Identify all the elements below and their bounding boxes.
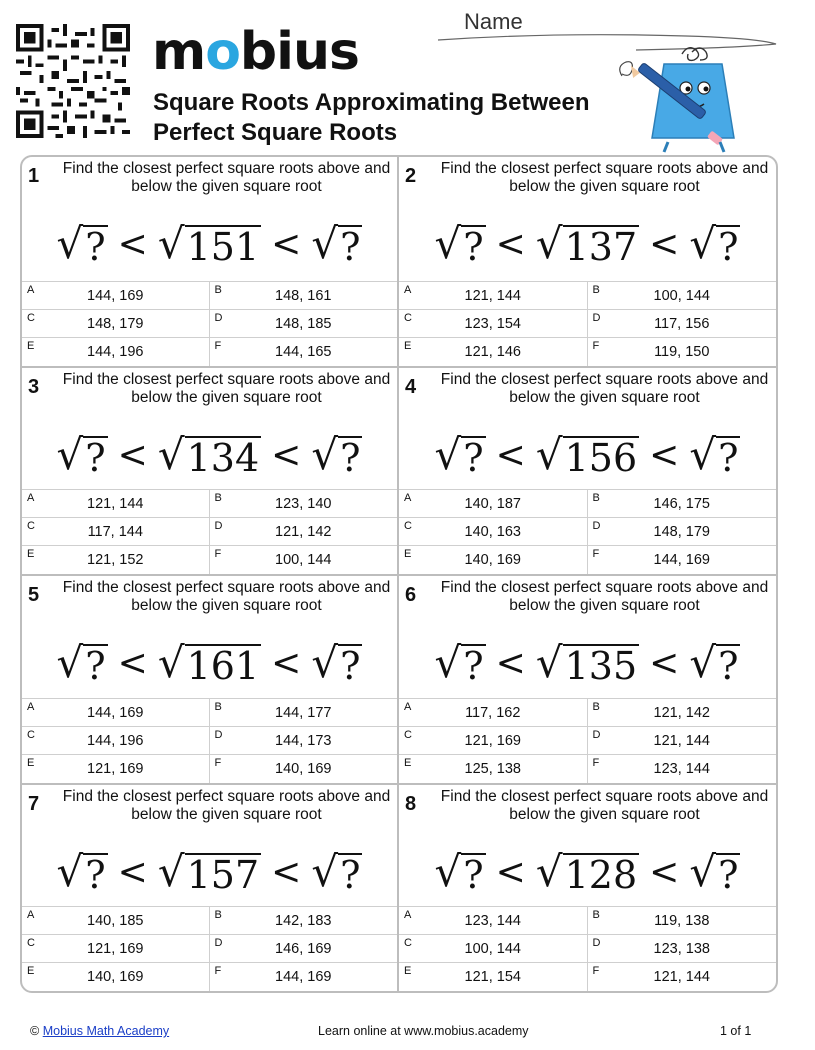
problem-number: 2 [405,165,417,187]
answer-choices [22,281,397,366]
radical-sign: √ [434,219,462,268]
problem-6 [399,574,776,783]
right-root [689,638,740,686]
answer-choices [22,489,397,574]
radical-sign: √ [56,846,84,896]
answer-letter: E [27,756,35,769]
given-root [536,219,639,267]
right-root [311,430,362,478]
answer-value: 148, 185 [275,315,332,332]
answer-value: 148, 161 [275,287,332,304]
less-than-sign: < [117,643,148,684]
answer-letter: F [214,965,222,977]
answer-value: 144, 177 [275,704,332,721]
answer-value: 123, 140 [275,496,332,512]
answer-choice-e[interactable] [22,546,210,574]
answer-value: 144, 169 [87,704,144,721]
answer-letter: D [214,937,223,949]
answer-choice-b[interactable] [210,699,398,727]
answer-value: 100, 144 [653,287,710,304]
problem-number: 1 [28,165,40,187]
answer-letter: C [27,728,35,741]
answer-choice-e[interactable] [399,546,588,574]
answer-choice-e[interactable] [399,963,588,991]
answer-choice-d[interactable] [588,935,777,963]
right-root [311,219,362,267]
answer-letter: B [214,909,222,921]
unknown-radicand: ? [463,435,484,480]
answer-value: 142, 183 [275,913,332,929]
answer-choice-e[interactable] [22,338,210,366]
answer-letter: D [592,728,601,741]
answer-choice-a[interactable] [399,282,588,310]
radical-sign: √ [157,638,185,687]
answer-choice-b[interactable] [588,282,777,310]
answer-value: 140, 169 [275,760,332,777]
answer-value: 100, 144 [275,552,332,568]
answer-letter: C [27,520,35,532]
answer-choice-a[interactable] [399,490,588,518]
answer-choice-c[interactable] [399,935,588,963]
right-root [311,638,362,686]
answer-letter: A [27,283,35,296]
unknown-radicand: ? [463,225,484,269]
answer-value: 121, 154 [464,969,521,985]
answer-letter: E [404,965,412,977]
problem-2 [399,157,776,366]
radical-sign: √ [535,219,563,268]
answer-value: 140, 169 [87,969,144,985]
problem-number: 6 [405,584,417,606]
answer-choice-d[interactable] [588,518,777,546]
unknown-radicand: ? [718,644,739,688]
problem-5 [22,574,399,783]
answer-choices [399,906,776,991]
answer-choice-c[interactable] [22,935,210,963]
answer-letter: D [214,728,223,741]
answer-value: 144, 165 [275,343,332,360]
left-root [435,638,486,686]
given-root [536,847,639,895]
answer-letter: D [592,937,601,949]
copyright-symbol: © [30,1024,40,1038]
problem-8 [399,783,776,992]
answer-choice-a[interactable] [22,699,210,727]
left-root [57,847,108,895]
answer-value: 125, 138 [464,760,521,777]
answer-letter: B [592,492,600,504]
radical-sign: √ [157,846,185,896]
answer-choice-b[interactable] [588,490,777,518]
answer-letter: F [214,756,222,769]
answer-choice-c[interactable] [22,518,210,546]
answer-letter: F [592,756,600,769]
answer-choice-d[interactable] [210,518,398,546]
answer-choices [399,489,776,574]
answer-value: 144, 196 [87,732,144,749]
answer-value: 148, 179 [87,315,144,332]
problem-prompt: Find the closest perfect square roots above and below the given square root [440,160,769,195]
given-radicand: 134 [186,435,260,480]
answer-value: 121, 144 [653,969,710,985]
answer-value: 140, 187 [464,496,521,512]
given-radicand: 151 [186,225,260,269]
answer-choice-f[interactable] [588,338,777,366]
answer-letter: F [592,339,600,352]
mobius-academy-link[interactable]: Mobius Math Academy [42,1024,170,1038]
footer-page-number: 1 of 1 [720,1024,752,1038]
answer-letter: D [214,311,223,324]
qr-code[interactable] [16,24,130,138]
radical-sign: √ [56,638,84,687]
answer-choice-a[interactable] [399,907,588,935]
radical-sign: √ [56,219,84,268]
radical-sign: √ [689,638,717,687]
radical-sign: √ [157,429,185,479]
answer-choices [22,906,397,991]
answer-choice-f[interactable] [588,963,777,991]
given-root [536,430,639,478]
unknown-radicand: ? [340,435,361,480]
inequality-expression [22,213,397,267]
answer-letter: E [27,965,35,977]
answer-choice-e[interactable] [22,963,210,991]
inequality-expression [22,841,397,895]
problem-prompt: Find the closest perfect square roots above and below the given square root [62,787,391,823]
problem-4 [399,366,776,575]
less-than-sign: < [271,643,302,684]
answer-letter: B [592,909,600,921]
answer-letter: B [214,700,222,713]
less-than-sign: < [495,643,526,684]
mascot-illustration [612,46,742,154]
answer-value: 123, 144 [653,760,710,777]
answer-choice-c[interactable] [22,727,210,755]
less-than-sign: < [117,434,148,476]
given-root [536,638,639,686]
radical-sign: √ [535,846,563,896]
radical-sign: √ [434,846,462,896]
inequality-expression [399,424,776,478]
problem-number: 8 [405,792,417,815]
problem-number: 5 [28,584,40,606]
inequality-expression [22,424,397,478]
answer-choice-d[interactable] [588,727,777,755]
problem-number: 4 [405,375,417,398]
unknown-radicand: ? [85,225,106,269]
left-root [57,638,108,686]
given-root [158,430,261,478]
answer-value: 144, 169 [87,287,144,304]
answer-value: 121, 144 [653,732,710,749]
radical-sign: √ [311,219,339,268]
less-than-sign: < [271,851,302,893]
answer-letter: A [27,492,35,504]
less-than-sign: < [649,851,680,893]
answer-choices [22,698,397,783]
unknown-radicand: ? [463,644,484,688]
answer-letter: A [404,700,412,713]
answer-letter: C [404,728,412,741]
left-root [435,847,486,895]
answer-choice-f[interactable] [210,338,398,366]
inequality-expression [399,841,776,895]
unknown-radicand: ? [718,852,739,897]
right-root [689,847,740,895]
problem-number: 3 [28,375,40,398]
unknown-radicand: ? [463,852,484,897]
answer-value: 117, 162 [465,704,521,721]
answer-letter: F [592,965,600,977]
answer-choices [399,698,776,783]
answer-value: 121, 169 [87,941,144,957]
problem-7 [22,783,399,992]
answer-choice-e[interactable] [22,755,210,783]
answer-choice-a[interactable] [22,907,210,935]
answer-value: 123, 154 [464,315,521,332]
answer-letter: E [404,756,412,769]
answer-choice-b[interactable] [210,907,398,935]
radical-sign: √ [689,429,717,479]
title-line-1: Square Roots Approximating Between [153,89,590,116]
radical-sign: √ [157,219,185,268]
problem-number: 7 [28,792,40,815]
left-root [57,219,108,267]
radical-sign: √ [689,846,717,896]
answer-value: 144, 173 [275,732,332,749]
answer-letter: E [27,548,35,560]
unknown-radicand: ? [340,225,361,269]
answer-value: 119, 138 [654,913,710,929]
inequality-expression [22,632,397,686]
right-root [311,847,362,895]
answer-choice-e[interactable] [399,755,588,783]
unknown-radicand: ? [718,225,739,269]
answer-value: 140, 163 [464,524,521,540]
answer-value: 121, 142 [275,524,332,540]
answer-choice-b[interactable] [210,282,398,310]
answer-value: 146, 175 [653,496,710,512]
problem-3 [22,366,399,575]
answer-letter: F [214,339,222,352]
answer-value: 121, 144 [87,496,144,512]
footer-copyright [30,1024,169,1038]
answer-letter: C [27,311,35,324]
answer-value: 148, 179 [653,524,710,540]
answer-value: 140, 185 [87,913,144,929]
answer-value: 140, 169 [464,552,521,568]
radical-sign: √ [434,638,462,687]
given-radicand: 157 [186,852,260,897]
problems-grid [20,155,778,993]
less-than-sign: < [271,434,302,476]
problem-prompt: Find the closest perfect square roots above and below the given square root [62,370,391,406]
less-than-sign: < [117,224,148,265]
answer-letter: E [404,548,412,560]
left-root [435,430,486,478]
answer-choice-b[interactable] [588,907,777,935]
answer-value: 123, 138 [653,941,710,957]
answer-letter: B [592,700,600,713]
given-radicand: 161 [186,644,260,688]
unknown-radicand: ? [85,852,106,897]
answer-choice-d[interactable] [588,310,777,338]
answer-letter: C [404,311,412,324]
inequality-expression [399,213,776,267]
answer-letter: A [27,700,35,713]
given-radicand: 137 [564,225,638,269]
answer-letter: C [27,937,35,949]
answer-letter: F [592,548,600,560]
title-line-2: Perfect Square Roots [153,119,398,146]
given-root [158,638,261,686]
answer-letter: E [27,339,35,352]
answer-letter: C [404,520,412,532]
answer-choice-f[interactable] [210,963,398,991]
answer-value: 121, 152 [87,552,144,568]
worksheet-title [153,88,590,148]
right-root [689,219,740,267]
answer-value: 144, 196 [87,343,144,360]
answer-choice-b[interactable] [210,490,398,518]
unknown-radicand: ? [85,435,106,480]
less-than-sign: < [649,224,680,265]
radical-sign: √ [689,219,717,268]
answer-letter: C [404,937,412,949]
answer-value: 144, 169 [275,969,332,985]
answer-value: 123, 144 [464,913,521,929]
problem-prompt: Find the closest perfect square roots above and below the given square root [62,579,391,614]
answer-value: 146, 169 [275,941,332,957]
less-than-sign: < [495,434,526,476]
given-root [158,219,261,267]
given-root [158,847,261,895]
answer-choice-a[interactable] [22,282,210,310]
answer-letter: A [27,909,35,921]
answer-choice-a[interactable] [22,490,210,518]
problem-prompt: Find the closest perfect square roots above and below the given square root [440,787,769,823]
given-radicand: 128 [564,852,638,897]
answer-letter: B [214,283,222,296]
given-radicand: 135 [564,644,638,688]
less-than-sign: < [271,224,302,265]
answer-letter: E [404,339,412,352]
answer-choices [399,281,776,366]
less-than-sign: < [649,643,680,684]
radical-sign: √ [434,429,462,479]
radical-sign: √ [56,429,84,479]
answer-choice-c[interactable] [22,310,210,338]
answer-choice-d[interactable] [210,310,398,338]
unknown-radicand: ? [85,644,106,688]
answer-choice-d[interactable] [210,727,398,755]
name-label: Name [464,9,523,34]
problem-prompt: Find the closest perfect square roots above and below the given square root [62,160,391,195]
radical-sign: √ [535,638,563,687]
answer-choice-f[interactable] [588,546,777,574]
radical-sign: √ [311,638,339,687]
answer-choice-b[interactable] [588,699,777,727]
less-than-sign: < [117,851,148,893]
left-root [57,430,108,478]
answer-value: 117, 144 [87,524,143,540]
answer-letter: A [404,492,412,504]
problem-prompt: Find the closest perfect square roots above and below the given square root [440,370,769,406]
right-root [689,430,740,478]
answer-choice-f[interactable] [588,755,777,783]
mobius-logo: mobius [152,22,359,82]
answer-choice-e[interactable] [399,338,588,366]
answer-choice-c[interactable] [399,310,588,338]
answer-letter: D [592,311,601,324]
less-than-sign: < [495,851,526,893]
answer-choice-f[interactable] [210,755,398,783]
unknown-radicand: ? [340,852,361,897]
answer-choice-f[interactable] [210,546,398,574]
answer-letter: B [214,492,222,504]
answer-value: 100, 144 [464,941,521,957]
answer-value: 121, 144 [464,287,521,304]
problem-1 [22,157,399,366]
answer-choice-c[interactable] [399,727,588,755]
unknown-radicand: ? [340,644,361,688]
answer-value: 121, 169 [87,760,144,777]
answer-letter: A [404,909,412,921]
answer-value: 121, 142 [653,704,710,721]
answer-choice-a[interactable] [399,699,588,727]
radical-sign: √ [535,429,563,479]
unknown-radicand: ? [718,435,739,480]
problem-prompt: Find the closest perfect square roots above and below the given square root [440,579,769,614]
footer-learn-online: Learn online at www.mobius.academy [318,1024,529,1038]
answer-letter: F [214,548,222,560]
radical-sign: √ [311,429,339,479]
answer-value: 117, 156 [654,315,710,332]
answer-value: 121, 169 [464,732,521,749]
answer-letter: D [214,520,223,532]
answer-letter: D [592,520,601,532]
left-root [435,219,486,267]
radical-sign: √ [311,846,339,896]
answer-choice-c[interactable] [399,518,588,546]
answer-value: 121, 146 [464,343,521,360]
answer-letter: A [404,283,412,296]
answer-value: 144, 169 [653,552,710,568]
given-radicand: 156 [564,435,638,480]
answer-letter: B [592,283,600,296]
less-than-sign: < [495,224,526,265]
answer-value: 119, 150 [654,343,710,360]
answer-choice-d[interactable] [210,935,398,963]
less-than-sign: < [649,434,680,476]
inequality-expression [399,632,776,686]
